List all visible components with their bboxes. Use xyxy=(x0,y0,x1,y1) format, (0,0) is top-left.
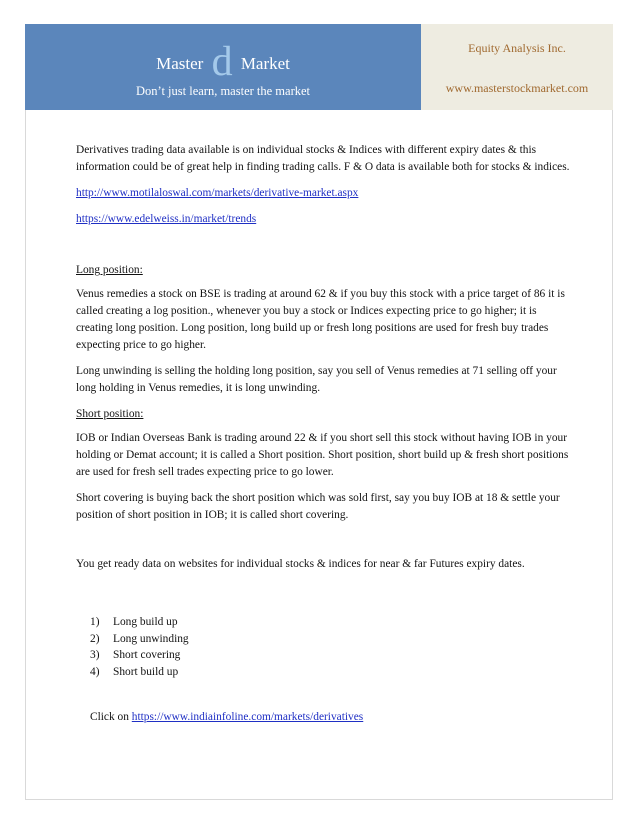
header-banner xyxy=(25,24,421,110)
long-position-paragraph: Venus remedies a stock on BSE is trading at around 62 & if you buy this stock with a price target of 86 it is called creating a log position., whenever you buy a stock or Indices expecting price to go higher; it is creating long position. Long position, long build up or fresh long positions are used for fresh buy trades expecting price to go higher. xyxy=(76,288,565,351)
short-covering-paragraph: Short covering is buying back the short position which was sold first, say you buy IOB at 18 & settle your position of short position in IOB; it is called short covering. xyxy=(76,492,560,521)
brand-logo xyxy=(25,38,421,86)
motilaloswal-link[interactable]: http://www.motilaloswal.com/markets/derivative-market.aspx xyxy=(76,187,359,199)
company-name: Equity Analysis Inc. xyxy=(468,41,566,55)
intro-paragraph: Derivatives trading data available is on individual stocks & Indices with different expiry dates & this information could be of great help in finding trading calls. F & O data is available both for stocks & indices. xyxy=(76,144,570,173)
brand-master: Master xyxy=(156,54,204,73)
click-prefix: Click on xyxy=(90,711,129,723)
long-unwinding-paragraph: Long unwinding is selling the holding long position, say you sell of Venus remedies at 71 selling off your long holding in Venus remedies, it is long unwinding. xyxy=(76,365,557,394)
short-position-paragraph: IOB or Indian Overseas Bank is trading around 22 & if you short sell this stock without having IOB in your holding or Demat account; it is called a Short position. Short position, short build up & fresh short positions are used for fresh sell trades expecting price to go lower. xyxy=(76,432,569,478)
list-item: 3) Short covering xyxy=(90,649,181,661)
short-position-heading: Short position: xyxy=(76,408,144,420)
list-item: 4) Short build up xyxy=(90,665,179,678)
list-item: 2) Long unwinding xyxy=(90,632,189,645)
long-position-heading: Long position: xyxy=(76,264,143,276)
position-types-list xyxy=(76,614,570,680)
indiainfoline-link[interactable]: https://www.indiainfoline.com/markets/derivatives xyxy=(131,711,364,723)
document-body xyxy=(76,142,570,726)
brand-d: d xyxy=(211,39,233,85)
website-url[interactable]: www.masterstockmarket.com xyxy=(445,81,589,95)
edelweiss-link[interactable]: https://www.edelweiss.in/market/trends xyxy=(76,213,257,225)
list-item: 1) Long build up xyxy=(90,616,178,628)
click-on-line xyxy=(76,709,570,726)
header-side-panel xyxy=(421,24,613,110)
tagline: Don’t just learn, master the market xyxy=(135,84,311,98)
ready-data-paragraph: You get ready data on websites for individual stocks & indices for near & far Futures expiry dates. xyxy=(76,558,525,570)
brand-market: Market xyxy=(240,54,290,73)
